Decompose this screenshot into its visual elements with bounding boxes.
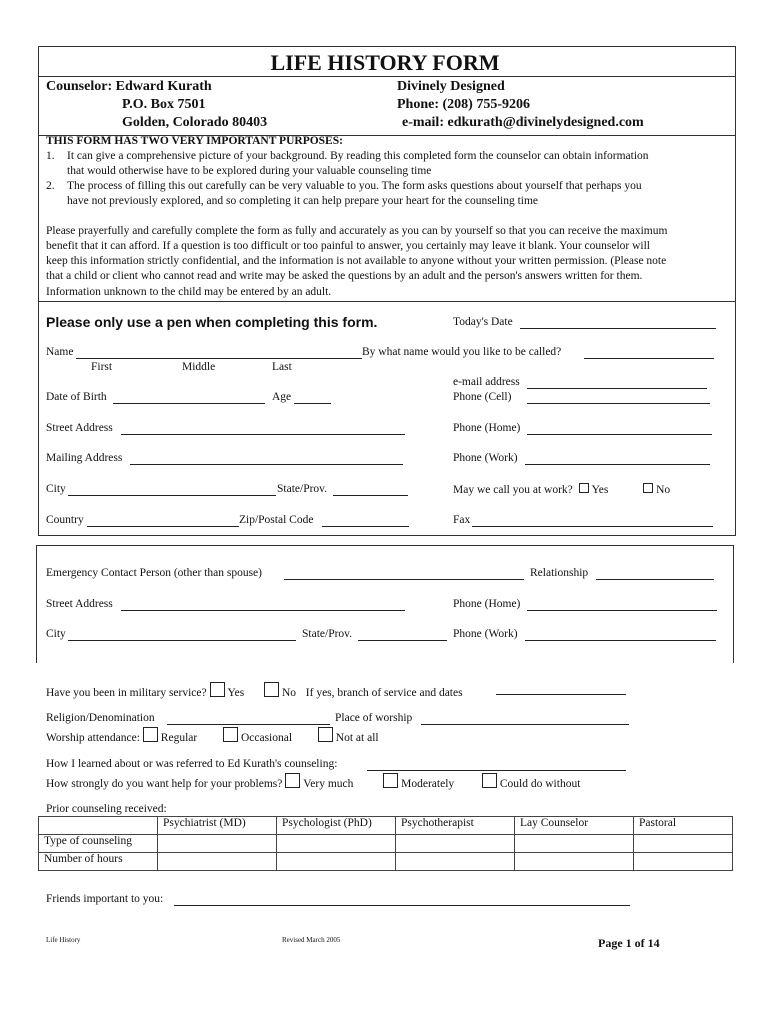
hours-pastoral-cell[interactable] bbox=[634, 853, 733, 871]
emergency-street-field[interactable] bbox=[121, 610, 405, 611]
call-work-question bbox=[453, 483, 670, 496]
regular-label: Regular bbox=[160, 732, 198, 744]
place-of-worship-field[interactable] bbox=[421, 724, 629, 725]
purpose-2-line-2: have not previously explored, and so completing it can help prepare your heart for the counseling time bbox=[67, 195, 539, 207]
hours-psychologist-cell[interactable] bbox=[277, 853, 396, 871]
purposes-heading: THIS FORM HAS TWO VERY IMPORTANT PURPOSES: bbox=[46, 135, 343, 147]
instructions-line-5: Information unknown to the child may be entered by an adult. bbox=[46, 286, 332, 298]
personal-info-box bbox=[38, 301, 736, 536]
phone-work-field[interactable] bbox=[525, 464, 710, 465]
fax-field[interactable] bbox=[472, 526, 713, 527]
purpose-1-line-1: It can give a comprehensive picture of your background. By reading this completed form the counselor can obtain information bbox=[67, 150, 649, 162]
mailing-label: Mailing Address bbox=[46, 452, 123, 464]
email-field[interactable] bbox=[527, 388, 707, 389]
country-field[interactable] bbox=[87, 526, 239, 527]
age-field[interactable] bbox=[294, 403, 331, 404]
name-label: Name bbox=[46, 346, 74, 358]
state-label: State/Prov. bbox=[277, 483, 328, 495]
military-branch-label: If yes, branch of service and dates bbox=[305, 687, 463, 699]
type-lay-counselor-cell[interactable] bbox=[515, 835, 634, 853]
table-header-lay-counselor: Lay Counselor bbox=[515, 817, 634, 835]
help-strength-question bbox=[46, 773, 580, 790]
military-label: Have you been in military service? bbox=[46, 687, 207, 699]
attendance-label: Worship attendance: bbox=[46, 732, 140, 744]
purpose-2-line-1: The process of filling this out carefully can be very valuable to you. The form asks questions about yourself that perhaps you bbox=[67, 180, 642, 192]
table-header-pastoral: Pastoral bbox=[634, 817, 733, 835]
emergency-phone-home-field[interactable] bbox=[527, 610, 717, 611]
call-work-no-checkbox[interactable] bbox=[643, 483, 653, 493]
purpose-2-number: 2. bbox=[46, 180, 55, 192]
not-at-all-label: Not at all bbox=[335, 732, 379, 744]
mailing-field[interactable] bbox=[130, 464, 403, 465]
instructions-line-2: benefit that it can afford. If a question is too difficult or too painful to answer, you certainly may leave it blank. Your counselor will bbox=[46, 240, 650, 252]
emergency-phone-work-field[interactable] bbox=[525, 640, 716, 641]
military-yes-label: Yes bbox=[227, 687, 245, 699]
religion-field[interactable] bbox=[167, 724, 330, 725]
call-work-no-label: No bbox=[656, 484, 671, 496]
could-do-without-label: Could do without bbox=[499, 778, 581, 790]
friends-label: Friends important to you: bbox=[46, 893, 164, 905]
counselor-address-1: P.O. Box 7501 bbox=[122, 97, 206, 112]
referred-field[interactable] bbox=[367, 770, 626, 771]
org-name: Divinely Designed bbox=[397, 79, 505, 94]
instructions-line-3: keep this information strictly confidential, and the information is not available to anyone without your written permission. (Please note bbox=[46, 255, 667, 267]
number-of-hours-label: Number of hours bbox=[39, 853, 158, 871]
org-email: e-mail: edkurath@divinelydesigned.com bbox=[402, 115, 644, 130]
phone-home-field[interactable] bbox=[527, 434, 712, 435]
dob-field[interactable] bbox=[113, 403, 265, 404]
purpose-1-number: 1. bbox=[46, 150, 55, 162]
emergency-city-label: City bbox=[46, 628, 66, 640]
purpose-1-line-2: that would otherwise have to be explored during your valuable counseling time bbox=[67, 165, 432, 177]
military-no-label: No bbox=[281, 687, 297, 699]
emergency-street-label: Street Address bbox=[46, 598, 113, 610]
todays-date-text: Today's Date bbox=[453, 316, 513, 328]
moderately-label: Moderately bbox=[401, 778, 455, 790]
occasional-checkbox[interactable] bbox=[223, 727, 238, 742]
todays-date-label bbox=[453, 316, 513, 328]
type-pastoral-cell[interactable] bbox=[634, 835, 733, 853]
emergency-contact-field[interactable] bbox=[284, 579, 524, 580]
org-phone: Phone: (208) 755-9206 bbox=[397, 97, 530, 112]
country-label: Country bbox=[46, 514, 84, 526]
phone-cell-field[interactable] bbox=[527, 403, 710, 404]
page-number: Page 1 of 14 bbox=[598, 936, 660, 950]
phone-home-label: Phone (Home) bbox=[453, 422, 521, 434]
page-title: LIFE HISTORY FORM bbox=[270, 50, 500, 75]
help-strength-label: How strongly do you want help for your problems? bbox=[46, 778, 283, 790]
military-branch-field[interactable] bbox=[496, 694, 626, 695]
called-label: By what name would you like to be called? bbox=[362, 346, 562, 358]
worship-attendance bbox=[46, 727, 379, 744]
military-question bbox=[46, 682, 463, 699]
moderately-checkbox[interactable] bbox=[383, 773, 398, 788]
military-yes-checkbox[interactable] bbox=[210, 682, 225, 697]
type-psychiatrist-cell[interactable] bbox=[158, 835, 277, 853]
city-field[interactable] bbox=[68, 495, 276, 496]
middle-name-caption: Middle bbox=[182, 361, 216, 373]
zip-field[interactable] bbox=[322, 526, 409, 527]
very-much-label: Very much bbox=[303, 778, 354, 790]
prior-counseling-label: Prior counseling received: bbox=[46, 803, 167, 815]
hours-psychiatrist-cell[interactable] bbox=[158, 853, 277, 871]
emergency-box bbox=[36, 545, 734, 663]
called-field[interactable] bbox=[584, 358, 714, 359]
not-at-all-checkbox[interactable] bbox=[318, 727, 333, 742]
phone-cell-label: Phone (Cell) bbox=[453, 391, 512, 403]
table-row bbox=[39, 835, 733, 853]
table-header-psychologist: Psychologist (PhD) bbox=[277, 817, 396, 835]
name-field[interactable] bbox=[76, 358, 362, 359]
instructions-line-4: that a child or client who cannot read and write may be asked the questions by an adult and the person's answers written for them. bbox=[46, 270, 643, 282]
dob-label: Date of Birth bbox=[46, 391, 107, 403]
state-field[interactable] bbox=[333, 495, 408, 496]
religion-label: Religion/Denomination bbox=[46, 712, 155, 724]
place-of-worship-label: Place of worship bbox=[335, 712, 413, 724]
very-much-checkbox[interactable] bbox=[285, 773, 300, 788]
footer-center: Revised March 2005 bbox=[282, 936, 341, 944]
emergency-contact-label: Emergency Contact Person (other than spouse) bbox=[46, 567, 262, 579]
table-row bbox=[39, 853, 733, 871]
fax-label: Fax bbox=[453, 514, 471, 526]
regular-checkbox[interactable] bbox=[143, 727, 158, 742]
prior-counseling-table bbox=[38, 816, 733, 871]
last-name-caption: Last bbox=[272, 361, 292, 373]
header-divider bbox=[38, 76, 736, 77]
table-header-blank bbox=[39, 817, 158, 835]
footer-left: Life History bbox=[46, 936, 81, 944]
hours-psychotherapist-cell[interactable] bbox=[396, 853, 515, 871]
friends-field[interactable] bbox=[174, 905, 630, 906]
counselor-address-2: Golden, Colorado 80403 bbox=[122, 115, 268, 130]
military-no-checkbox[interactable] bbox=[264, 682, 279, 697]
table-header-psychotherapist: Psychotherapist bbox=[396, 817, 515, 835]
age-label: Age bbox=[272, 391, 292, 403]
call-work-label: May we call you at work? bbox=[453, 484, 573, 496]
emergency-phone-work-label: Phone (Work) bbox=[453, 628, 518, 640]
table-header-row bbox=[39, 817, 733, 835]
emergency-city-field[interactable] bbox=[68, 640, 296, 641]
relationship-label: Relationship bbox=[530, 567, 589, 579]
pen-note: Please only use a pen when completing this form. bbox=[46, 314, 378, 330]
hours-lay-counselor-cell[interactable] bbox=[515, 853, 634, 871]
city-label: City bbox=[46, 483, 66, 495]
todays-date-field[interactable] bbox=[520, 328, 716, 329]
first-name-caption: First bbox=[91, 361, 113, 373]
street-field[interactable] bbox=[121, 434, 405, 435]
emergency-state-label: State/Prov. bbox=[302, 628, 353, 640]
occasional-label: Occasional bbox=[240, 732, 293, 744]
zip-label: Zip/Postal Code bbox=[239, 514, 314, 526]
relationship-field[interactable] bbox=[596, 579, 714, 580]
referred-label: How I learned about or was referred to Ed Kurath's counseling: bbox=[46, 758, 338, 770]
phone-work-label: Phone (Work) bbox=[453, 452, 518, 464]
call-work-yes-checkbox[interactable] bbox=[579, 483, 589, 493]
instructions-line-1: Please prayerfully and carefully complete the form as fully and accurately as you can by yourself so that you can receive the maximum bbox=[46, 225, 668, 237]
type-psychologist-cell[interactable] bbox=[277, 835, 396, 853]
emergency-state-field[interactable] bbox=[358, 640, 447, 641]
type-of-counseling-label: Type of counseling bbox=[39, 835, 158, 853]
email-label: e-mail address bbox=[453, 376, 520, 388]
call-work-yes-label: Yes bbox=[591, 484, 609, 496]
table-header-psychiatrist: Psychiatrist (MD) bbox=[158, 817, 277, 835]
street-label: Street Address bbox=[46, 422, 113, 434]
counselor-name: Counselor: Edward Kurath bbox=[46, 79, 212, 94]
could-do-without-checkbox[interactable] bbox=[482, 773, 497, 788]
emergency-phone-home-label: Phone (Home) bbox=[453, 598, 521, 610]
type-psychotherapist-cell[interactable] bbox=[396, 835, 515, 853]
